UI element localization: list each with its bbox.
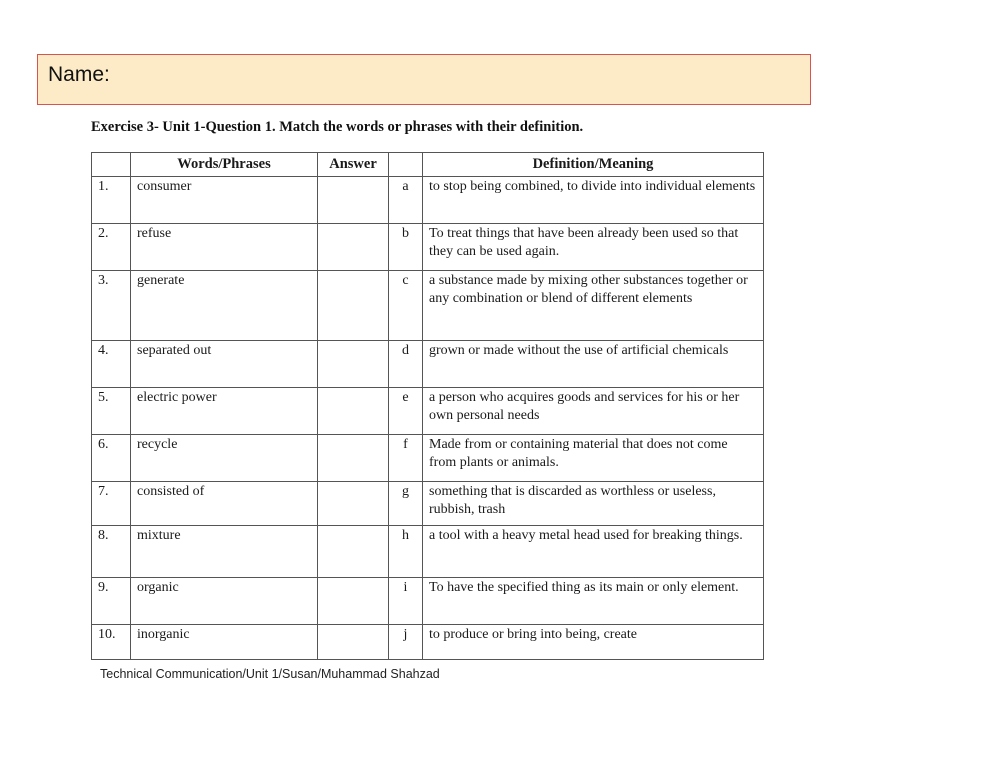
table-row xyxy=(92,271,764,341)
answer-value xyxy=(318,388,388,389)
answer-value xyxy=(318,526,388,527)
answer-value xyxy=(318,482,388,483)
row-number: 7. xyxy=(98,484,109,499)
header-answer: Answer xyxy=(318,153,389,177)
footer-text: Technical Communication/Unit 1/Susan/Muhammad Shahzad xyxy=(100,667,440,681)
answer-value xyxy=(318,341,388,342)
definition-letter: i xyxy=(403,580,408,595)
table-row xyxy=(92,625,764,660)
row-word: organic xyxy=(137,580,179,595)
row-word: separated out xyxy=(137,343,212,358)
answer-value xyxy=(318,578,388,579)
name-box xyxy=(37,54,811,105)
answer-cell[interactable] xyxy=(318,271,389,341)
row-number: 5. xyxy=(98,390,109,405)
definition-letter: c xyxy=(402,273,409,288)
definition-letter: e xyxy=(402,390,409,405)
definition-letter: a xyxy=(402,179,409,194)
definition-letter: f xyxy=(403,437,408,452)
exercise-title: Exercise 3- Unit 1-Question 1. Match the words or phrases with their definition. xyxy=(91,119,584,135)
answer-cell[interactable] xyxy=(318,435,389,482)
definition-letter: g xyxy=(402,484,409,499)
definition-text: to stop being combined, to divide into individual elements xyxy=(429,179,756,194)
table-row xyxy=(92,388,764,435)
row-word: electric power xyxy=(137,390,217,405)
row-word: consisted of xyxy=(137,484,205,499)
answer-cell[interactable] xyxy=(318,224,389,271)
row-number: 9. xyxy=(98,580,109,595)
header-number xyxy=(92,153,131,177)
answer-cell[interactable] xyxy=(318,625,389,660)
row-number: 10. xyxy=(98,627,116,642)
row-word: consumer xyxy=(137,179,192,194)
header-definition: Definition/Meaning xyxy=(423,153,764,177)
row-word: refuse xyxy=(137,226,172,241)
answer-value xyxy=(318,625,388,626)
answer-value xyxy=(318,435,388,436)
answer-cell[interactable] xyxy=(318,482,389,526)
answer-cell[interactable] xyxy=(318,388,389,435)
definition-text: grown or made without the use of artificial chemicals xyxy=(429,343,729,358)
table-row xyxy=(92,526,764,578)
row-word: generate xyxy=(137,273,185,288)
answer-cell[interactable] xyxy=(318,341,389,388)
answer-cell[interactable] xyxy=(318,177,389,224)
answer-value xyxy=(318,224,388,225)
row-number: 6. xyxy=(98,437,109,452)
table-row xyxy=(92,341,764,388)
answer-value xyxy=(318,177,388,178)
row-number: 2. xyxy=(98,226,109,241)
row-word: inorganic xyxy=(137,627,190,642)
row-word: mixture xyxy=(137,528,181,543)
table-row xyxy=(92,224,764,271)
definition-text: To have the specified thing as its main or only element. xyxy=(429,580,739,595)
header-words-phrases: Words/Phrases xyxy=(131,153,318,177)
answer-cell[interactable] xyxy=(318,578,389,625)
definition-letter: b xyxy=(402,226,409,241)
definition-text: to produce or bring into being, create xyxy=(429,627,637,642)
name-label: Name: xyxy=(48,63,110,86)
header-letter xyxy=(389,153,423,177)
definition-text: a substance made by mixing other substances together or any combination or blend of different elements xyxy=(429,273,748,306)
definition-letter: d xyxy=(402,343,409,358)
definition-text: a tool with a heavy metal head used for breaking things. xyxy=(429,528,743,543)
definition-letter: h xyxy=(402,528,409,543)
definition-text: To treat things that have been already been used so that they can be used again. xyxy=(429,226,739,259)
definition-text: something that is discarded as worthless or useless, rubbish, trash xyxy=(429,484,716,517)
row-number: 3. xyxy=(98,273,109,288)
matching-table xyxy=(91,152,764,660)
row-number: 1. xyxy=(98,179,109,194)
table-row xyxy=(92,578,764,625)
row-word: recycle xyxy=(137,437,178,452)
row-number: 4. xyxy=(98,343,109,358)
answer-value xyxy=(318,271,388,272)
definition-letter: j xyxy=(403,627,408,642)
row-number: 8. xyxy=(98,528,109,543)
table-row xyxy=(92,435,764,482)
table-row xyxy=(92,177,764,224)
definition-text: a person who acquires goods and services for his or her own personal needs xyxy=(429,390,740,423)
table-row xyxy=(92,482,764,526)
definition-text: Made from or containing material that does not come from plants or animals. xyxy=(429,437,728,470)
table-header-row xyxy=(92,153,764,177)
answer-cell[interactable] xyxy=(318,526,389,578)
